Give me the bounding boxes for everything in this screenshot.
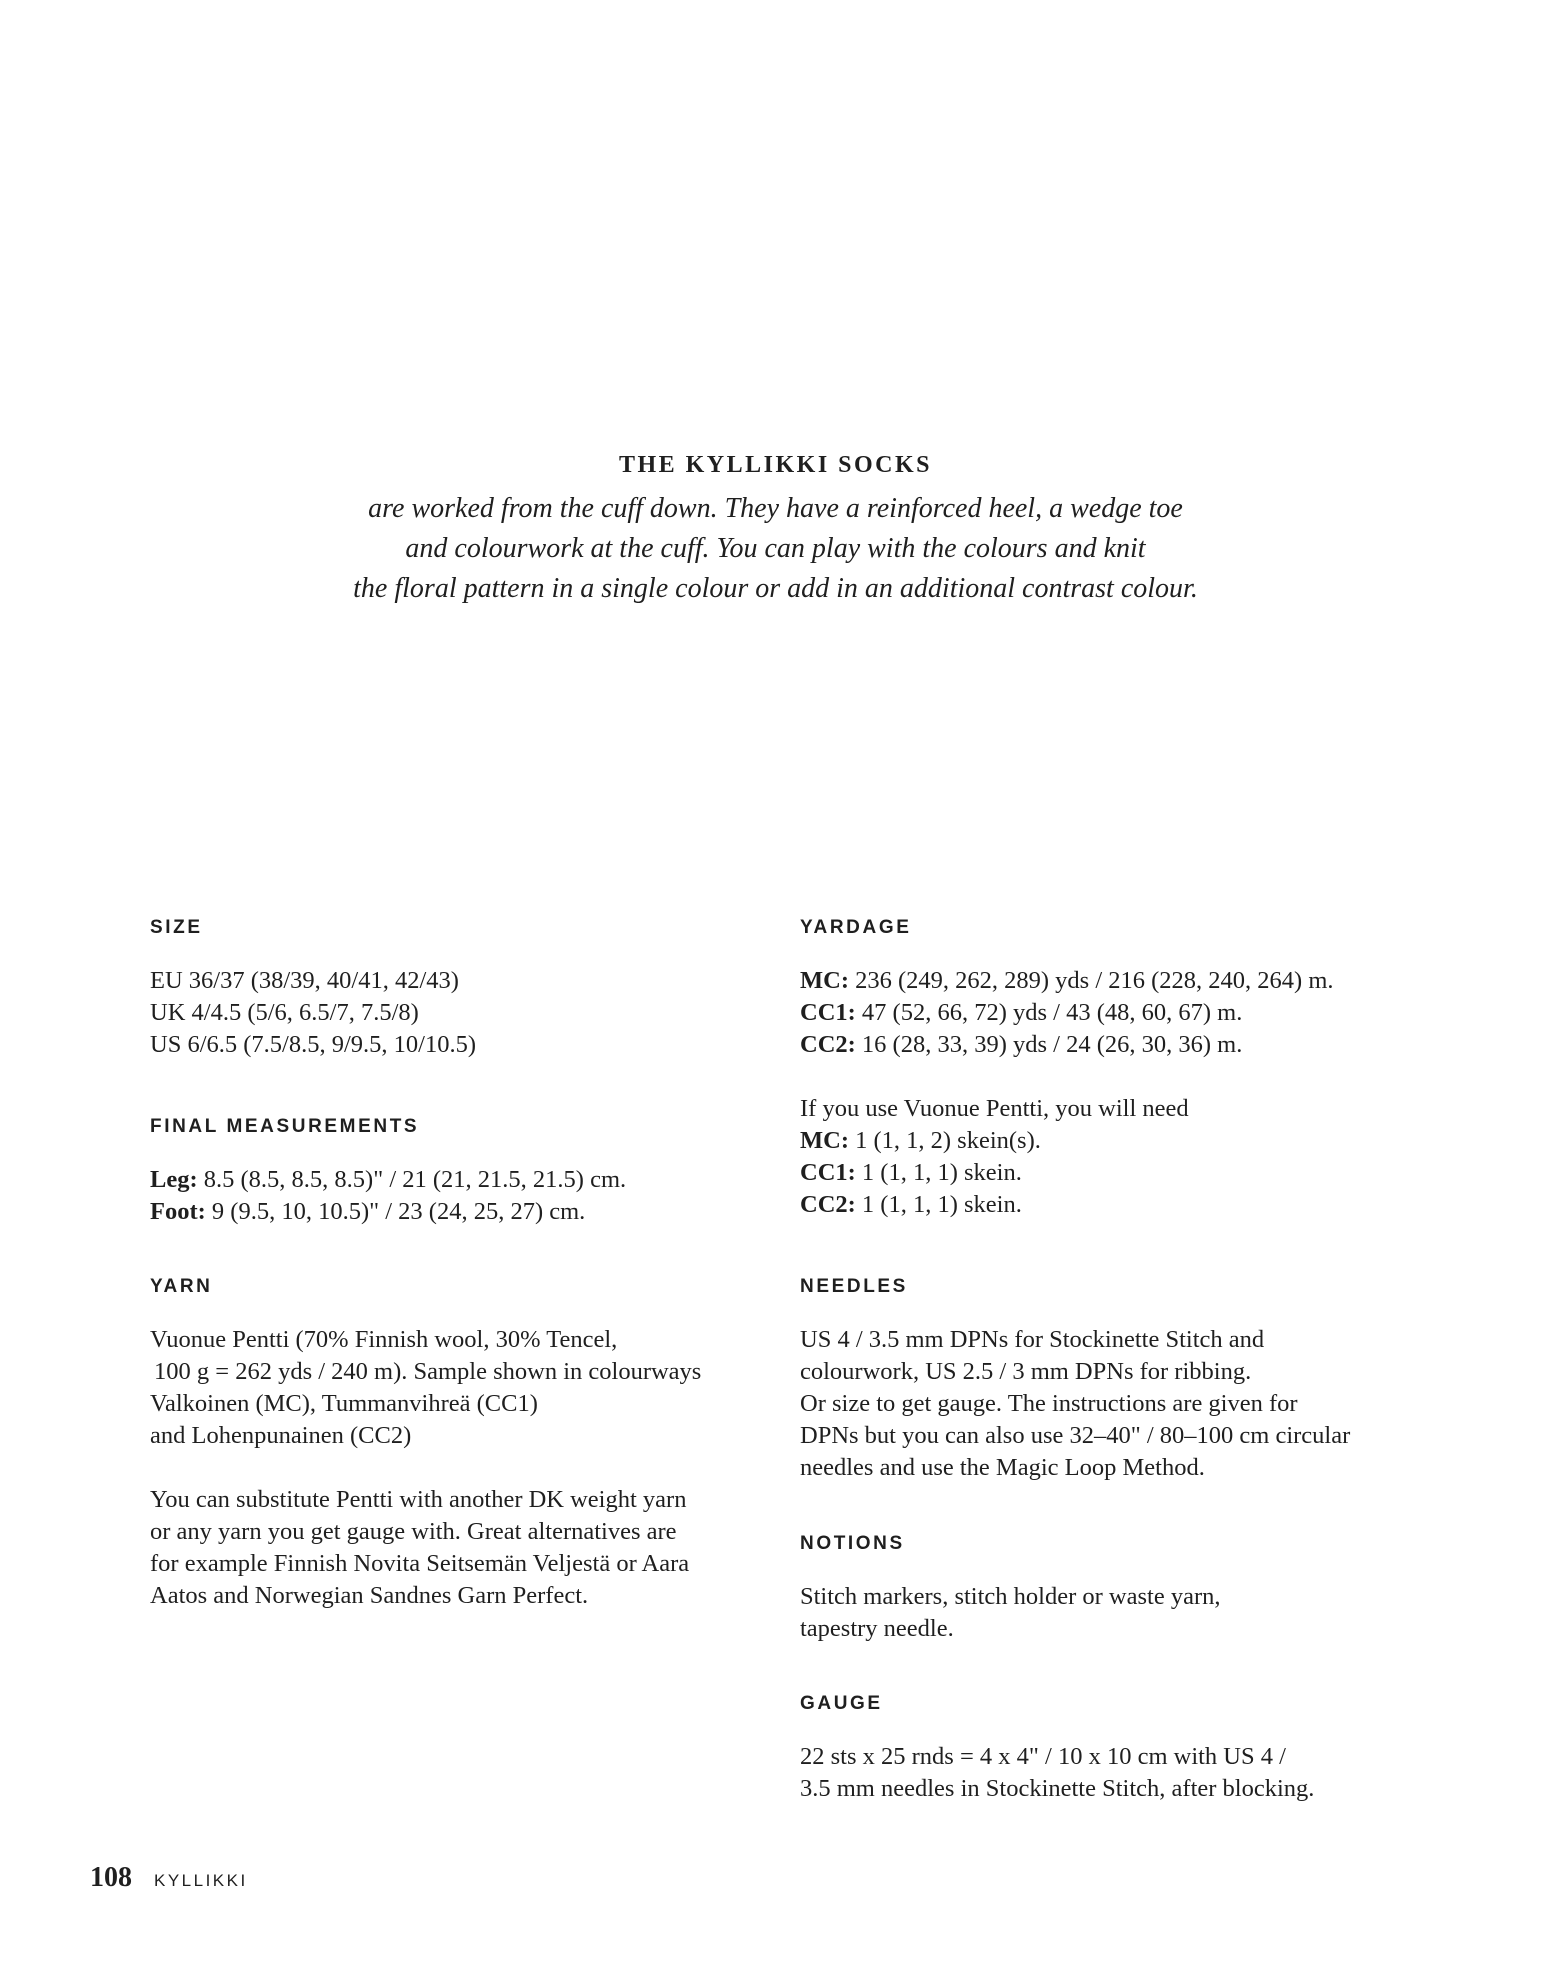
yardage-cc2 xyxy=(800,1029,1410,1061)
yarn-section xyxy=(150,1276,750,1612)
needles-line: US 4 / 3.5 mm DPNs for Stockinette Stitch and xyxy=(800,1326,1265,1353)
notions-line: tapestry needle. xyxy=(800,1615,954,1642)
pentti-cc1 xyxy=(800,1157,1410,1189)
substitute-line: You can substitute Pentti with another DK weight yarn xyxy=(150,1486,687,1513)
pentti-mc-label: MC: xyxy=(800,1127,849,1154)
final-measurements-heading: FINAL MEASUREMENTS xyxy=(150,1116,420,1137)
foot-value: 9 (9.5, 10, 10.5)" / 23 (24, 25, 27) cm. xyxy=(205,1198,586,1225)
notions-heading: NOTIONS xyxy=(800,1533,905,1554)
leg-label: Leg: xyxy=(150,1166,198,1193)
mc-label: MC: xyxy=(800,967,849,994)
pentti-mc xyxy=(800,1125,1410,1157)
intro-description xyxy=(0,489,1551,609)
pentti-cc2-value: 1 (1, 1, 1) skein. xyxy=(855,1191,1022,1218)
substitute-line: for example Finnish Novita Seitsemän Veljestä or Aara xyxy=(150,1550,690,1577)
notions-line: Stitch markers, stitch holder or waste yarn, xyxy=(800,1583,1221,1610)
pentti-intro: If you use Vuonue Pentti, you will need xyxy=(800,1095,1189,1122)
yarn-substitute xyxy=(150,1484,750,1612)
leg-value: 8.5 (8.5, 8.5, 8.5)" / 21 (21, 21.5, 21.5) cm. xyxy=(197,1166,627,1193)
foot-label: Foot: xyxy=(150,1198,206,1225)
cc1-value: 47 (52, 66, 72) yds / 43 (48, 60, 67) m. xyxy=(855,999,1243,1026)
yarn-line: 100 g = 262 yds / 240 m). Sample shown in colourways xyxy=(154,1358,702,1385)
yardage-cc1 xyxy=(800,997,1410,1029)
pentti-skeins xyxy=(800,1093,1410,1221)
mc-value: 236 (249, 262, 289) yds / 216 (228, 240, 264) m. xyxy=(848,967,1334,994)
needles-line: needles and use the Magic Loop Method. xyxy=(800,1454,1205,1481)
size-uk: UK 4/4.5 (5/6, 6.5/7, 7.5/8) xyxy=(150,999,419,1026)
notions-section xyxy=(800,1533,1410,1645)
needles-line: DPNs but you can also use 32–40" / 80–100 cm circular xyxy=(800,1422,1351,1449)
yarn-line: Vuonue Pentti (70% Finnish wool, 30% Tencel, xyxy=(150,1326,618,1353)
page-footer xyxy=(90,1862,248,1894)
pentti-cc1-label: CC1: xyxy=(800,1159,856,1186)
leg-measurement xyxy=(150,1164,750,1196)
substitute-line: or any yarn you get gauge with. Great alternatives are xyxy=(150,1518,677,1545)
gauge-line: 3.5 mm needles in Stockinette Stitch, after blocking. xyxy=(800,1775,1315,1802)
yarn-line: and Lohenpunainen (CC2) xyxy=(150,1422,412,1449)
yarn-line: Valkoinen (MC), Tummanvihreä (CC1) xyxy=(150,1390,538,1417)
yardage-mc xyxy=(800,965,1410,997)
substitute-line: Aatos and Norwegian Sandnes Garn Perfect. xyxy=(150,1582,589,1609)
yardage-heading: YARDAGE xyxy=(800,917,912,938)
cc2-value: 16 (28, 33, 39) yds / 24 (26, 30, 36) m. xyxy=(855,1031,1243,1058)
size-heading: SIZE xyxy=(150,917,203,938)
intro-line: are worked from the cuff down. They have a reinforced heel, a wedge toe xyxy=(368,493,1183,524)
page-number: 108 xyxy=(90,1862,132,1893)
intro-line: the floral pattern in a single colour or add in an additional contrast colour. xyxy=(353,573,1198,604)
running-footer-title: KYLLIKKI xyxy=(154,1871,248,1890)
notions-body xyxy=(800,1581,1410,1645)
yarn-heading: YARN xyxy=(150,1276,213,1297)
pentti-cc2 xyxy=(800,1189,1410,1221)
foot-measurement xyxy=(150,1196,750,1228)
yarn-body xyxy=(150,1324,750,1452)
gauge-body xyxy=(800,1741,1410,1805)
intro-line: and colourwork at the cuff. You can play with the colours and knit xyxy=(405,533,1146,564)
pentti-cc2-label: CC2: xyxy=(800,1191,856,1218)
needles-line: colourwork, US 2.5 / 3 mm DPNs for ribbing. xyxy=(800,1358,1252,1385)
cc1-label: CC1: xyxy=(800,999,856,1026)
needles-section xyxy=(800,1276,1410,1484)
pentti-cc1-value: 1 (1, 1, 1) skein. xyxy=(855,1159,1022,1186)
final-measurements-section xyxy=(150,1116,750,1228)
size-us: US 6/6.5 (7.5/8.5, 9/9.5, 10/10.5) xyxy=(150,1031,476,1058)
cc2-label: CC2: xyxy=(800,1031,856,1058)
needles-heading: NEEDLES xyxy=(800,1276,908,1297)
yardage-section xyxy=(800,917,1410,1221)
size-eu: EU 36/37 (38/39, 40/41, 42/43) xyxy=(150,967,459,994)
needles-body xyxy=(800,1324,1410,1484)
gauge-section xyxy=(800,1693,1410,1805)
size-body xyxy=(150,965,750,1061)
intro xyxy=(0,452,1551,609)
pentti-mc-value: 1 (1, 1, 2) skein(s). xyxy=(848,1127,1041,1154)
final-measurements-body xyxy=(150,1164,750,1228)
yardage-body xyxy=(800,965,1410,1061)
gauge-line: 22 sts x 25 rnds = 4 x 4" / 10 x 10 cm with US 4 / xyxy=(800,1743,1286,1770)
pattern-title: THE KYLLIKKI SOCKS xyxy=(618,452,933,478)
size-section xyxy=(150,917,750,1061)
gauge-heading: GAUGE xyxy=(800,1693,883,1714)
needles-line: Or size to get gauge. The instructions are given for xyxy=(800,1390,1298,1417)
